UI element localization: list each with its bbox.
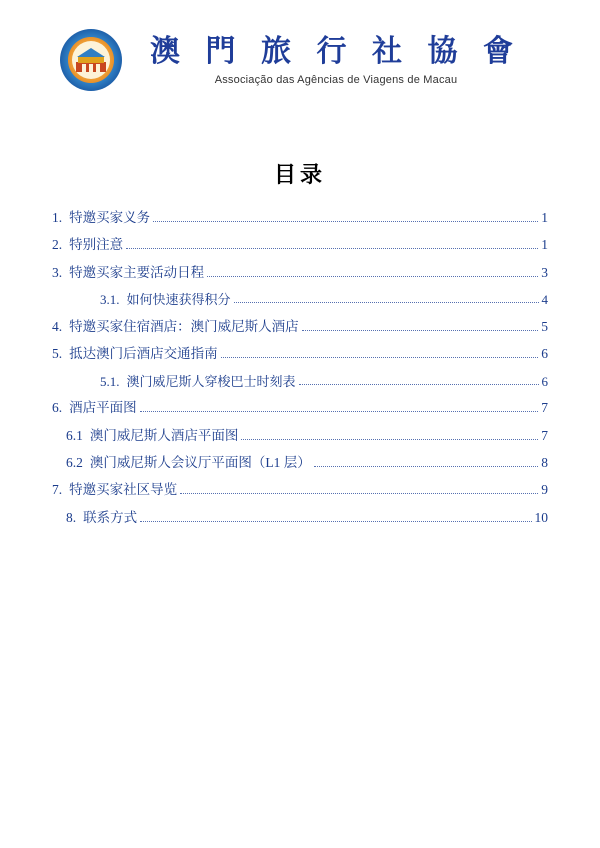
toc-item[interactable]: [52, 401, 548, 416]
toc-item-page: 6: [541, 346, 548, 362]
toc-item-label: 澳门威尼斯人穿梭巴士时刻表: [126, 373, 296, 389]
toc-item[interactable]: [52, 456, 548, 471]
toc-item[interactable]: [52, 511, 548, 526]
toc-item[interactable]: [52, 238, 548, 253]
toc-item-page: 6: [541, 373, 548, 389]
organization-title-block: [150, 35, 522, 86]
toc-item-page: 1: [541, 237, 548, 253]
toc-leader-dots: [126, 248, 538, 249]
toc-item-page: 5: [541, 318, 548, 334]
toc-leader-dots: [302, 330, 539, 331]
toc-leader-dots: [207, 276, 538, 277]
toc-item-label: 如何快速获得积分: [126, 292, 231, 308]
toc-item-label: 特邀买家住宿酒店：澳门威尼斯人酒店: [69, 318, 299, 334]
toc-leader-dots: [221, 357, 539, 358]
toc-item-page: 3: [541, 264, 548, 280]
toc-item-label: 特别注意: [69, 237, 124, 253]
toc-leader-dots: [234, 302, 539, 303]
toc-leader-dots: [140, 521, 531, 522]
toc-item-label: 澳门威尼斯人酒店平面图: [89, 427, 239, 443]
toc-item-number: 5.: [52, 346, 63, 362]
toc-item-page: 10: [534, 509, 548, 525]
toc-item[interactable]: [52, 483, 548, 498]
toc-leader-dots: [180, 493, 538, 494]
toc-item[interactable]: [52, 293, 548, 307]
toc-item-number: 6.1: [66, 427, 83, 443]
toc-item-label: 特邀买家主要活动日程: [69, 264, 205, 280]
toc-item-label: 酒店平面图: [69, 400, 137, 416]
toc-item-label: 特邀买家义务: [69, 210, 151, 225]
organization-title-chinese: 澳 門 旅 行 社 協 會: [150, 34, 522, 68]
toc-item-page: 4: [541, 292, 548, 308]
toc-item-page: 9: [541, 482, 548, 498]
toc-leader-dots: [314, 466, 539, 467]
toc-item-number: 1.: [52, 210, 63, 225]
toc-item-page: 1: [541, 210, 548, 225]
table-of-contents-heading: 目录: [273, 162, 326, 188]
toc-item-number: 3.: [52, 264, 63, 280]
toc-item-page: 8: [541, 455, 548, 470]
toc-item-label: 澳门威尼斯人会议厅平面图（L1 层）: [89, 455, 311, 470]
table-of-contents: [38, 211, 562, 526]
logo-emblem-inner: [72, 41, 110, 79]
toc-item-number: 3.1.: [100, 292, 120, 308]
toc-item-page: 7: [541, 400, 548, 416]
toc-item-number: 4.: [52, 318, 63, 334]
toc-leader-dots: [241, 439, 538, 440]
document-header: [0, 0, 600, 90]
toc-item-number: 5.1.: [100, 373, 120, 389]
toc-leader-dots: [299, 384, 539, 385]
toc-item[interactable]: [52, 320, 548, 335]
toc-item-label: 联系方式: [83, 509, 138, 525]
association-logo-icon: [60, 29, 122, 91]
toc-item-number: 7.: [52, 482, 63, 498]
toc-item-number: 6.2: [66, 455, 83, 470]
toc-item[interactable]: [52, 375, 548, 389]
toc-item-number: 6.: [52, 400, 63, 416]
toc-item-number: 8.: [66, 509, 77, 525]
toc-item-page: 7: [541, 427, 548, 443]
toc-leader-dots: [140, 411, 539, 412]
toc-item[interactable]: [52, 266, 548, 281]
toc-item-label: 抵达澳门后酒店交通指南: [69, 346, 218, 362]
toc-item[interactable]: [52, 429, 548, 444]
toc-item-label: 特邀买家社区导览: [69, 482, 178, 498]
toc-leader-dots: [153, 221, 538, 222]
toc-item[interactable]: [52, 347, 548, 362]
toc-item-number: 2.: [52, 237, 63, 253]
organization-title-portuguese: Associação das Agências de Viagens de Macau: [214, 73, 458, 86]
toc-item[interactable]: [52, 211, 548, 226]
